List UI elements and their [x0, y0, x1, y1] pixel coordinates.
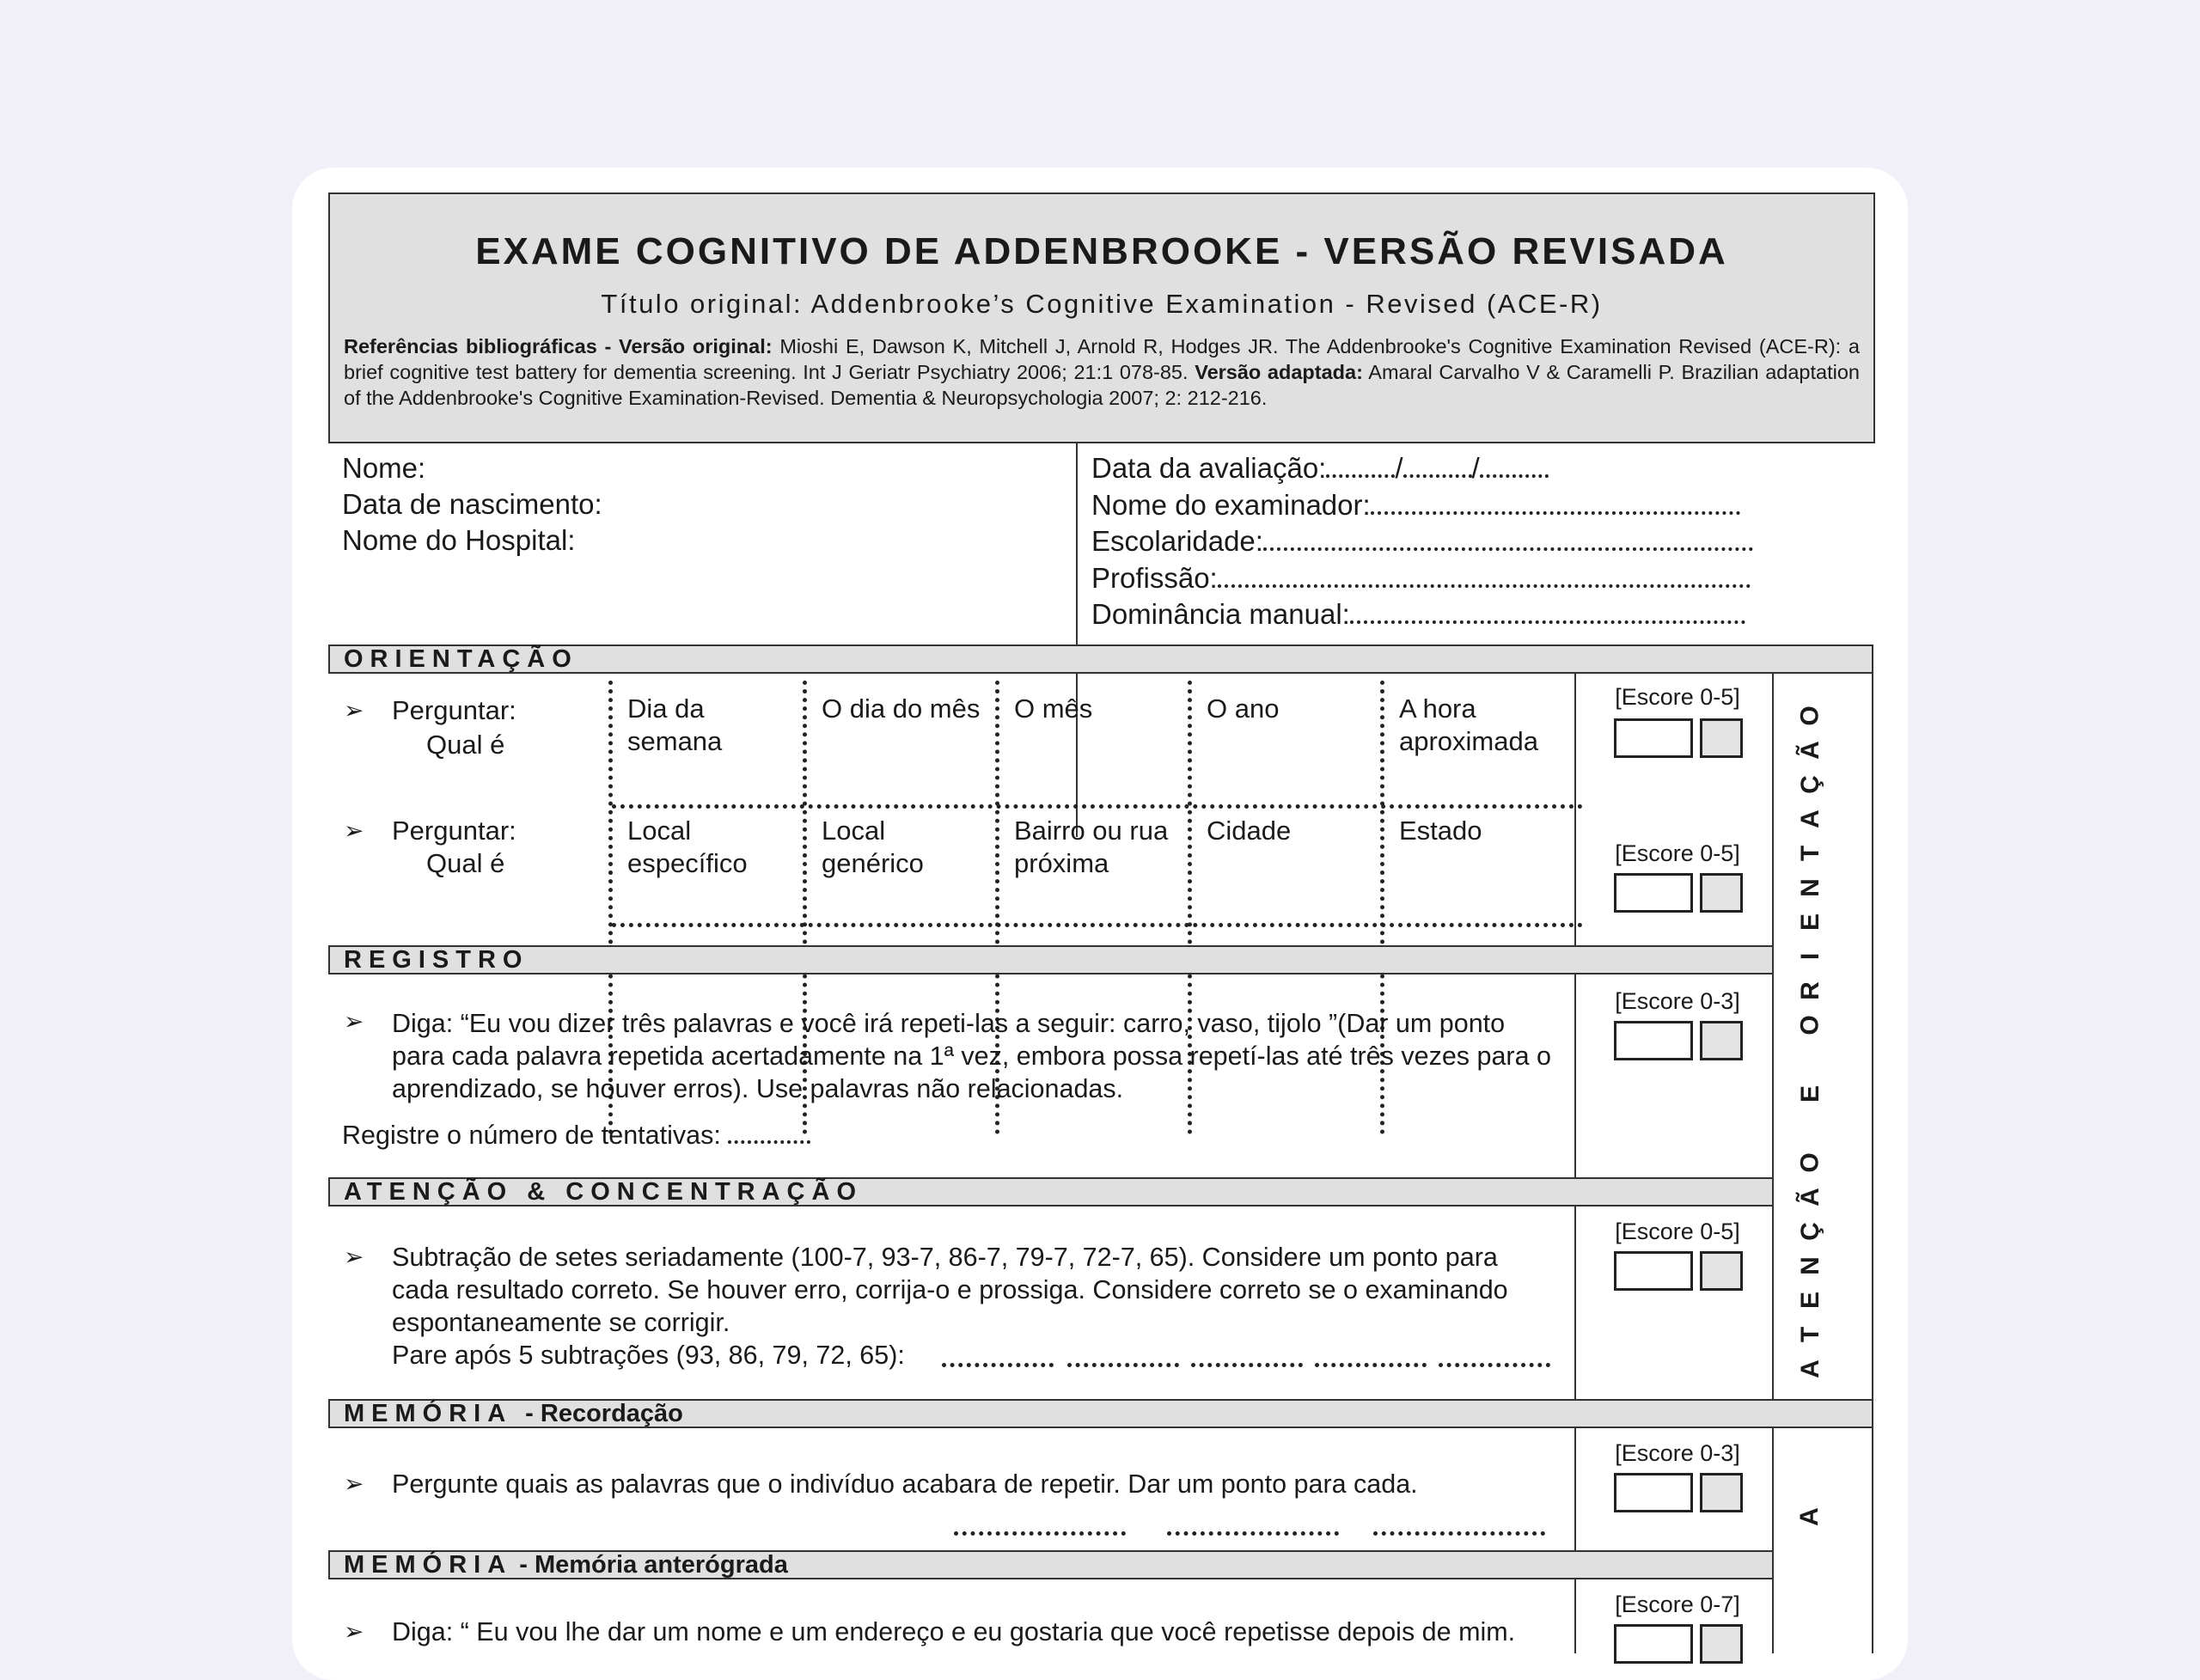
schooling-field[interactable]	[1091, 523, 1753, 560]
date-field[interactable]: Data da avaliação: / /	[1091, 450, 1753, 487]
orientation-section-title: ORIENTAÇÃO	[328, 645, 1873, 674]
profession-field[interactable]	[1091, 560, 1753, 597]
score-label-attention: [Escore 0-5]	[1615, 1219, 1740, 1244]
score-box-registration[interactable]	[1614, 1021, 1693, 1060]
orientation-item-street[interactable]: Bairro ou rua próxima	[1014, 816, 1169, 878]
attempts-field-label: Registre o número de tentativas:	[342, 1121, 721, 1150]
attempts-field[interactable]	[342, 1119, 810, 1152]
memory-recall-instruction: Pergunte quais as palavras que o indivíduo acabara de repetir. Dar um ponto para cada.	[392, 1469, 1418, 1499]
form-title: EXAME COGNITIVO DE ADDENBROOKE - VERSÃO REVISADA	[475, 230, 1728, 272]
serial-sevens-label: Pare após 5 subtrações (93, 86, 79, 72, 65):	[392, 1341, 905, 1370]
orientation-item-place-generic[interactable]: Local genérico	[822, 816, 924, 878]
serial-sevens-field[interactable]	[392, 1339, 905, 1371]
attention-section-title: ATENÇÃO & CONCENTRAÇÃO	[328, 1177, 1774, 1207]
examiner-field-label: Nome do examinador:	[1091, 488, 1371, 521]
side-column-divider	[1772, 674, 1774, 1653]
handedness-field-label: Dominância manual:	[1091, 598, 1350, 630]
form-subtitle: Título original: Addenbrooke’s Cognitive Examination - Revised (ACE-R)	[601, 289, 1603, 319]
patient-info	[342, 450, 602, 559]
side-label-memory: A	[1794, 1506, 1824, 1526]
orientation-item-year[interactable]: O ano	[1207, 693, 1280, 724]
arrow-icon: ➢	[344, 1470, 364, 1497]
id-divider	[1076, 442, 1078, 837]
ask-place-label: Perguntar:	[392, 816, 516, 846]
ask-time-label: Perguntar:	[392, 695, 516, 725]
orientation-item-hour[interactable]: A hora aproximada	[1399, 693, 1538, 756]
side-label-attention-orientation: O Ã Ç A T N E I R O E O Ã Ç N E T A	[1795, 704, 1824, 1378]
score-box-attention[interactable]	[1614, 1251, 1693, 1291]
score-box-attention-total	[1700, 1251, 1743, 1291]
date-field-label: Data da avaliação:	[1091, 452, 1327, 484]
score-box-time[interactable]	[1614, 718, 1693, 758]
recall-word-1[interactable]	[954, 1531, 1126, 1536]
attention-instruction: Subtração de setes seriadamente (100-7, 93-7, 86-7, 79-7, 72-7, 65). Considere um ponto para cada resultado correto. Se houver erro, corrija-o e prossiga. Considere correto se o examinando espontaneamente se corrigir.	[392, 1243, 1508, 1337]
score-label-time: [Escore 0-5]	[1615, 684, 1740, 710]
arrow-icon: ➢	[344, 697, 364, 724]
arrow-icon: ➢	[344, 817, 364, 844]
registration-instruction: Diga: “Eu vou dizer três palavras e você irá repeti-las a seguir: carro, vaso, tijolo ”(Dar um ponto para cada palavra repetida acertadamente na 1ª vez, embora possa repetí-las até três vezes para o aprendizado, se houver erros). Use palavras não relacionadas.	[392, 1009, 1551, 1103]
score-box-recall[interactable]	[1614, 1473, 1693, 1512]
orientation-item-city[interactable]: Cidade	[1207, 816, 1292, 846]
ask-time-sub: Qual é	[426, 730, 505, 760]
score-label-recall: [Escore 0-3]	[1615, 1440, 1740, 1466]
score-box-antero[interactable]	[1614, 1624, 1693, 1664]
orientation-item-month[interactable]: O mês	[1014, 693, 1093, 724]
handedness-field[interactable]	[1091, 596, 1753, 633]
refs-label: Referências bibliográficas - Versão original:	[344, 335, 773, 357]
score-column-divider	[1574, 674, 1576, 1653]
orientation-item-day[interactable]: O dia do mês	[822, 693, 981, 724]
adapted-label: Versão adaptada:	[1195, 361, 1363, 383]
refs-adapted: Amaral Carvalho V & Caramelli P. Brazilian adaptation of the Addenbrooke's Cognitive Examination-Revised. Dementia & Neuropsychologia 2007; 2: 212-216.	[344, 361, 1860, 409]
registration-section-title: REGISTRO	[328, 945, 1774, 974]
arrow-icon: ➢	[344, 1243, 364, 1270]
memory-antero-instruction: Diga: “ Eu vou lhe dar um nome e um endereço e eu gostaria que você repetisse depois de mim.	[392, 1617, 1516, 1646]
score-label-antero: [Escore 0-7]	[1615, 1591, 1740, 1617]
recall-word-2[interactable]	[1167, 1531, 1339, 1536]
birth-field-label: Data de nascimento:	[342, 488, 602, 520]
orientation-item-state[interactable]: Estado	[1399, 816, 1482, 846]
score-label-registration: [Escore 0-3]	[1615, 988, 1740, 1014]
score-box-registration-total	[1700, 1021, 1743, 1060]
orientation-item-place[interactable]: Local específico	[627, 816, 748, 878]
name-field-label: Nome:	[342, 452, 426, 484]
arrow-icon: ➢	[344, 1008, 364, 1035]
examiner-field[interactable]	[1091, 487, 1753, 524]
ace-r-form	[328, 192, 1875, 1653]
exam-info	[1091, 450, 1753, 633]
orientation-item-weekday[interactable]: Dia da semana	[627, 693, 723, 756]
ask-place-sub: Qual é	[426, 848, 505, 878]
profession-field-label: Profissão:	[1091, 561, 1218, 594]
hospital-field-label: Nome do Hospital:	[342, 524, 576, 556]
form-header	[328, 192, 1875, 443]
references	[344, 333, 1860, 411]
score-box-recall-total	[1700, 1473, 1743, 1512]
score-box-time-total	[1700, 718, 1743, 758]
recall-word-3[interactable]	[1373, 1531, 1545, 1536]
score-box-place[interactable]	[1614, 873, 1693, 913]
refs-original: Mioshi E, Dawson K, Mitchell J, Arnold R, Hodges JR. The Addenbrooke's Cognitive Examination Revised (ACE-R): a brief cognitive test battery for dementia screening. Int J Geriatr Psychiatry 2006; 21:1 078-85.	[344, 335, 1860, 383]
score-box-place-total	[1700, 873, 1743, 913]
arrow-icon: ➢	[344, 1618, 364, 1645]
score-label-place: [Escore 0-5]	[1615, 840, 1740, 866]
score-box-antero-total	[1700, 1624, 1743, 1664]
right-border	[1872, 674, 1873, 1653]
memory-recall-section-title: MEMÓRIA - Recordação	[328, 1399, 1873, 1428]
memory-antero-section-title: MEMÓRIA - Memória anterógrada	[328, 1550, 1774, 1579]
schooling-field-label: Escolaridade:	[1091, 525, 1263, 557]
